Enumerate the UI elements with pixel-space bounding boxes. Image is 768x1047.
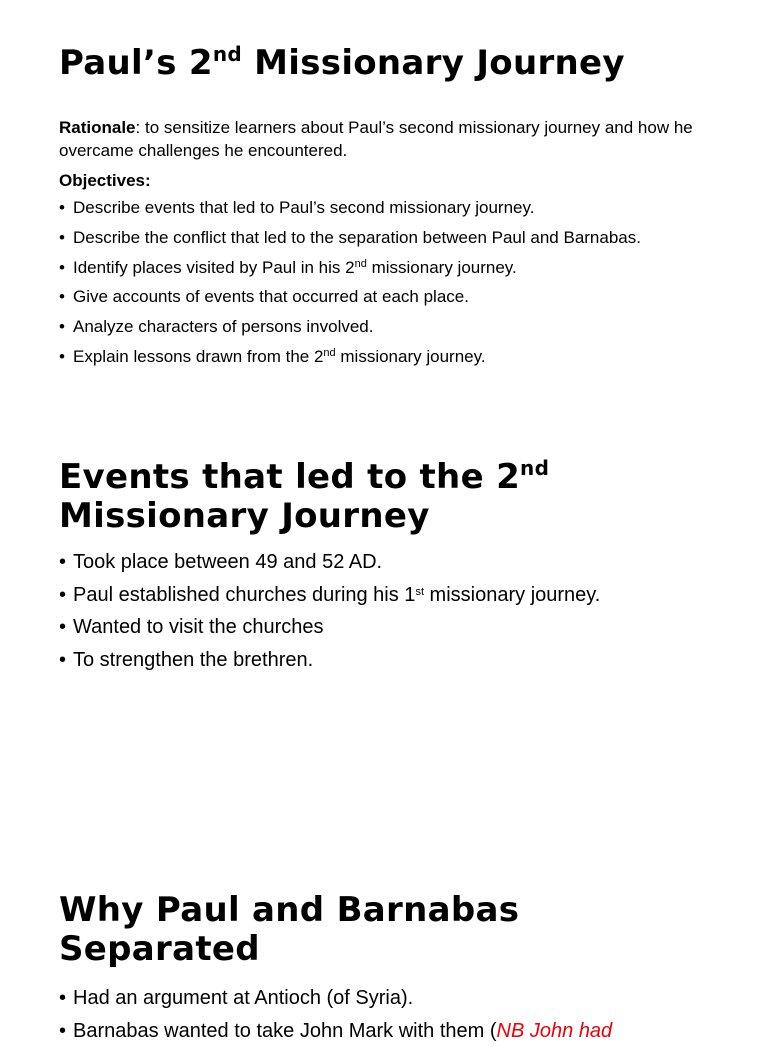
event-item: • To strengthen the brethren.	[59, 644, 728, 677]
title-line-2: Missionary Journey	[59, 496, 430, 536]
title-text-rest: Missionary Journey	[242, 43, 625, 83]
title-line-2: Separated	[59, 929, 260, 969]
red-note: NB John had	[497, 1020, 613, 1042]
title-superscript: nd	[520, 456, 549, 480]
separation-list	[59, 982, 728, 1047]
slide-title	[59, 44, 728, 83]
rationale-text: : to sensitize learners about Paul’s second missionary journey and how he overcame challenges he encountered.	[59, 118, 693, 160]
title-line-1: Events that led to the 2	[59, 457, 520, 497]
objective-item: • Identify places visited by Paul in his 2nd missionary journey.	[59, 256, 728, 279]
objective-item: • Explain lessons drawn from the 2nd missionary journey.	[59, 345, 728, 368]
separation-item: • Barnabas wanted to take John Mark with them (NB John had	[59, 1015, 728, 1047]
event-item: • Paul established churches during his 1st missionary journey.	[59, 579, 728, 612]
objectives-list	[59, 196, 728, 368]
event-item: • Took place between 49 and 52 AD.	[59, 546, 728, 579]
objective-item: • Describe events that led to Paul’s second missionary journey.	[59, 196, 728, 219]
event-item: • Wanted to visit the churches	[59, 611, 728, 644]
slide-events	[59, 458, 728, 676]
slide-title	[59, 891, 728, 969]
objectives-label: Objectives:	[59, 169, 728, 192]
title-superscript: nd	[213, 42, 242, 66]
rationale-paragraph	[59, 116, 728, 162]
events-list	[59, 546, 728, 676]
objective-item: • Analyze characters of persons involved.	[59, 315, 728, 338]
rationale-label: Rationale	[59, 118, 136, 137]
objective-item: • Give accounts of events that occurred at each place.	[59, 285, 728, 308]
slide-objectives	[59, 44, 728, 375]
objective-item: • Describe the conflict that led to the separation between Paul and Barnabas.	[59, 226, 728, 249]
title-text: Paul’s 2	[59, 43, 213, 83]
slide-title	[59, 458, 728, 536]
title-line-1: Why Paul and Barnabas	[59, 890, 519, 930]
separation-item: • Had an argument at Antioch (of Syria).	[59, 982, 728, 1015]
